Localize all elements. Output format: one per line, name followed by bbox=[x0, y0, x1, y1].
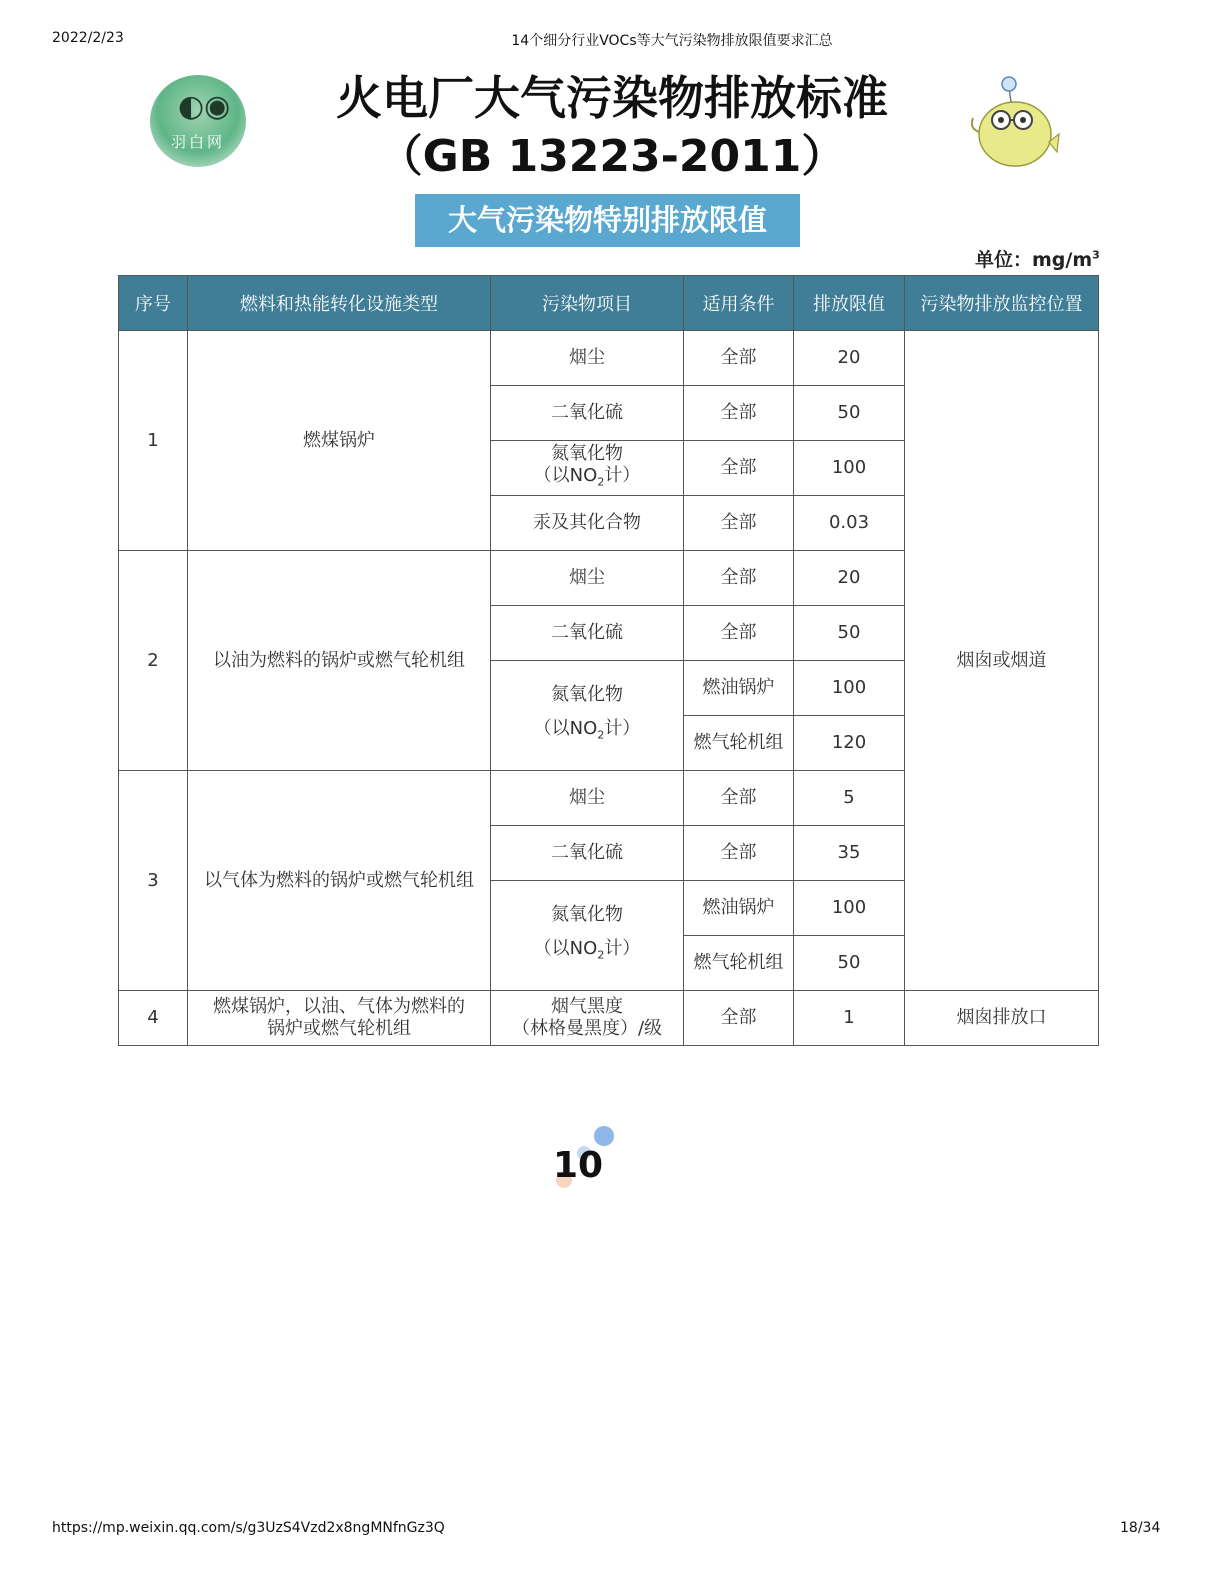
condition: 燃气轮机组 bbox=[684, 716, 794, 771]
condition: 全部 bbox=[684, 826, 794, 881]
pollutant: 二氧化硫 bbox=[491, 826, 684, 881]
condition: 燃油锅炉 bbox=[684, 881, 794, 936]
facility-type: 以气体为燃料的锅炉或燃气轮机组 bbox=[188, 771, 491, 991]
condition: 全部 bbox=[684, 386, 794, 441]
logo-emblem-icon: ◐◉ bbox=[178, 89, 231, 124]
unit-label: 单位：$mg/m^3$ bbox=[975, 248, 1100, 271]
page-number: 10 bbox=[553, 1145, 604, 1186]
pollutant: 二氧化硫 bbox=[491, 386, 684, 441]
limit-value: 35 bbox=[794, 826, 905, 881]
pollutant: 烟尘 bbox=[491, 551, 684, 606]
limit-value: 50 bbox=[794, 606, 905, 661]
header-limit: 排放限值 bbox=[794, 276, 905, 331]
pollutant: 二氧化硫 bbox=[491, 606, 684, 661]
limit-value: 100 bbox=[794, 441, 905, 496]
site-logo bbox=[150, 75, 246, 167]
facility-type: 燃煤锅炉，以油、气体为燃料的 锅炉或燃气轮机组 bbox=[188, 991, 491, 1046]
print-document-title: 14个细分行业VOCs等大气污染物排放限值要求汇总 bbox=[511, 33, 833, 49]
limit-value: 50 bbox=[794, 386, 905, 441]
condition: 全部 bbox=[684, 551, 794, 606]
row-no: 3 bbox=[119, 771, 188, 991]
facility-type: 燃煤锅炉 bbox=[188, 331, 491, 551]
print-footer-page: 18/34 bbox=[1120, 1520, 1161, 1536]
header-monitor-location: 污染物排放监控位置 bbox=[905, 276, 1099, 331]
header-condition: 适用条件 bbox=[684, 276, 794, 331]
decor-dot bbox=[594, 1126, 614, 1146]
condition: 全部 bbox=[684, 991, 794, 1046]
header-pollutant: 污染物项目 bbox=[491, 276, 684, 331]
logo-text: 羽白网 bbox=[170, 133, 225, 151]
monitor-location: 烟囱或烟道 bbox=[905, 331, 1099, 991]
row-no: 2 bbox=[119, 551, 188, 771]
condition: 燃油锅炉 bbox=[684, 661, 794, 716]
limit-value: 5 bbox=[794, 771, 905, 826]
limit-value: 0.03 bbox=[794, 496, 905, 551]
table-row bbox=[119, 991, 1099, 1046]
condition: 全部 bbox=[684, 496, 794, 551]
condition: 全部 bbox=[684, 441, 794, 496]
mascot-icon bbox=[965, 72, 1060, 172]
limit-value: 120 bbox=[794, 716, 905, 771]
pollutant: 汞及其化合物 bbox=[491, 496, 684, 551]
limit-value: 100 bbox=[794, 881, 905, 936]
limit-value: 50 bbox=[794, 936, 905, 991]
standard-code: （GB 13223-2011） bbox=[378, 131, 846, 182]
limit-value: 20 bbox=[794, 551, 905, 606]
pollutant: 氮氧化物 （以$NO_2$计） bbox=[491, 661, 684, 771]
section-banner: 大气污染物特别排放限值 bbox=[415, 194, 800, 247]
pollutant: 烟气黑度 （林格曼黑度）/级 bbox=[491, 991, 684, 1046]
pollutant: 烟尘 bbox=[491, 331, 684, 386]
row-no: 4 bbox=[119, 991, 188, 1046]
print-date: 2022/2/23 bbox=[52, 30, 124, 46]
condition: 全部 bbox=[684, 771, 794, 826]
condition: 燃气轮机组 bbox=[684, 936, 794, 991]
condition: 全部 bbox=[684, 331, 794, 386]
pollutant: 氮氧化物 （以$NO_2$计） bbox=[491, 881, 684, 991]
pollutant: 氮氧化物 （以$NO_2$计） bbox=[491, 441, 684, 496]
limit-value: 20 bbox=[794, 331, 905, 386]
pollutant: 烟尘 bbox=[491, 771, 684, 826]
facility-type: 以油为燃料的锅炉或燃气轮机组 bbox=[188, 551, 491, 771]
condition: 全部 bbox=[684, 606, 794, 661]
limit-value: 100 bbox=[794, 661, 905, 716]
limit-value: 1 bbox=[794, 991, 905, 1046]
header-facility-type: 燃料和热能转化设施类型 bbox=[188, 276, 491, 331]
table-row bbox=[119, 331, 1099, 386]
row-no: 1 bbox=[119, 331, 188, 551]
emission-limits-table bbox=[118, 275, 1099, 1046]
table-header-row bbox=[119, 276, 1099, 331]
print-footer-url: https://mp.weixin.qq.com/s/g3UzS4Vzd2x8ngMNfnGz3Q bbox=[52, 1520, 445, 1536]
page-title: 火电厂大气污染物排放标准 bbox=[336, 71, 888, 125]
header-no: 序号 bbox=[119, 276, 188, 331]
monitor-location: 烟囱排放口 bbox=[905, 991, 1099, 1046]
